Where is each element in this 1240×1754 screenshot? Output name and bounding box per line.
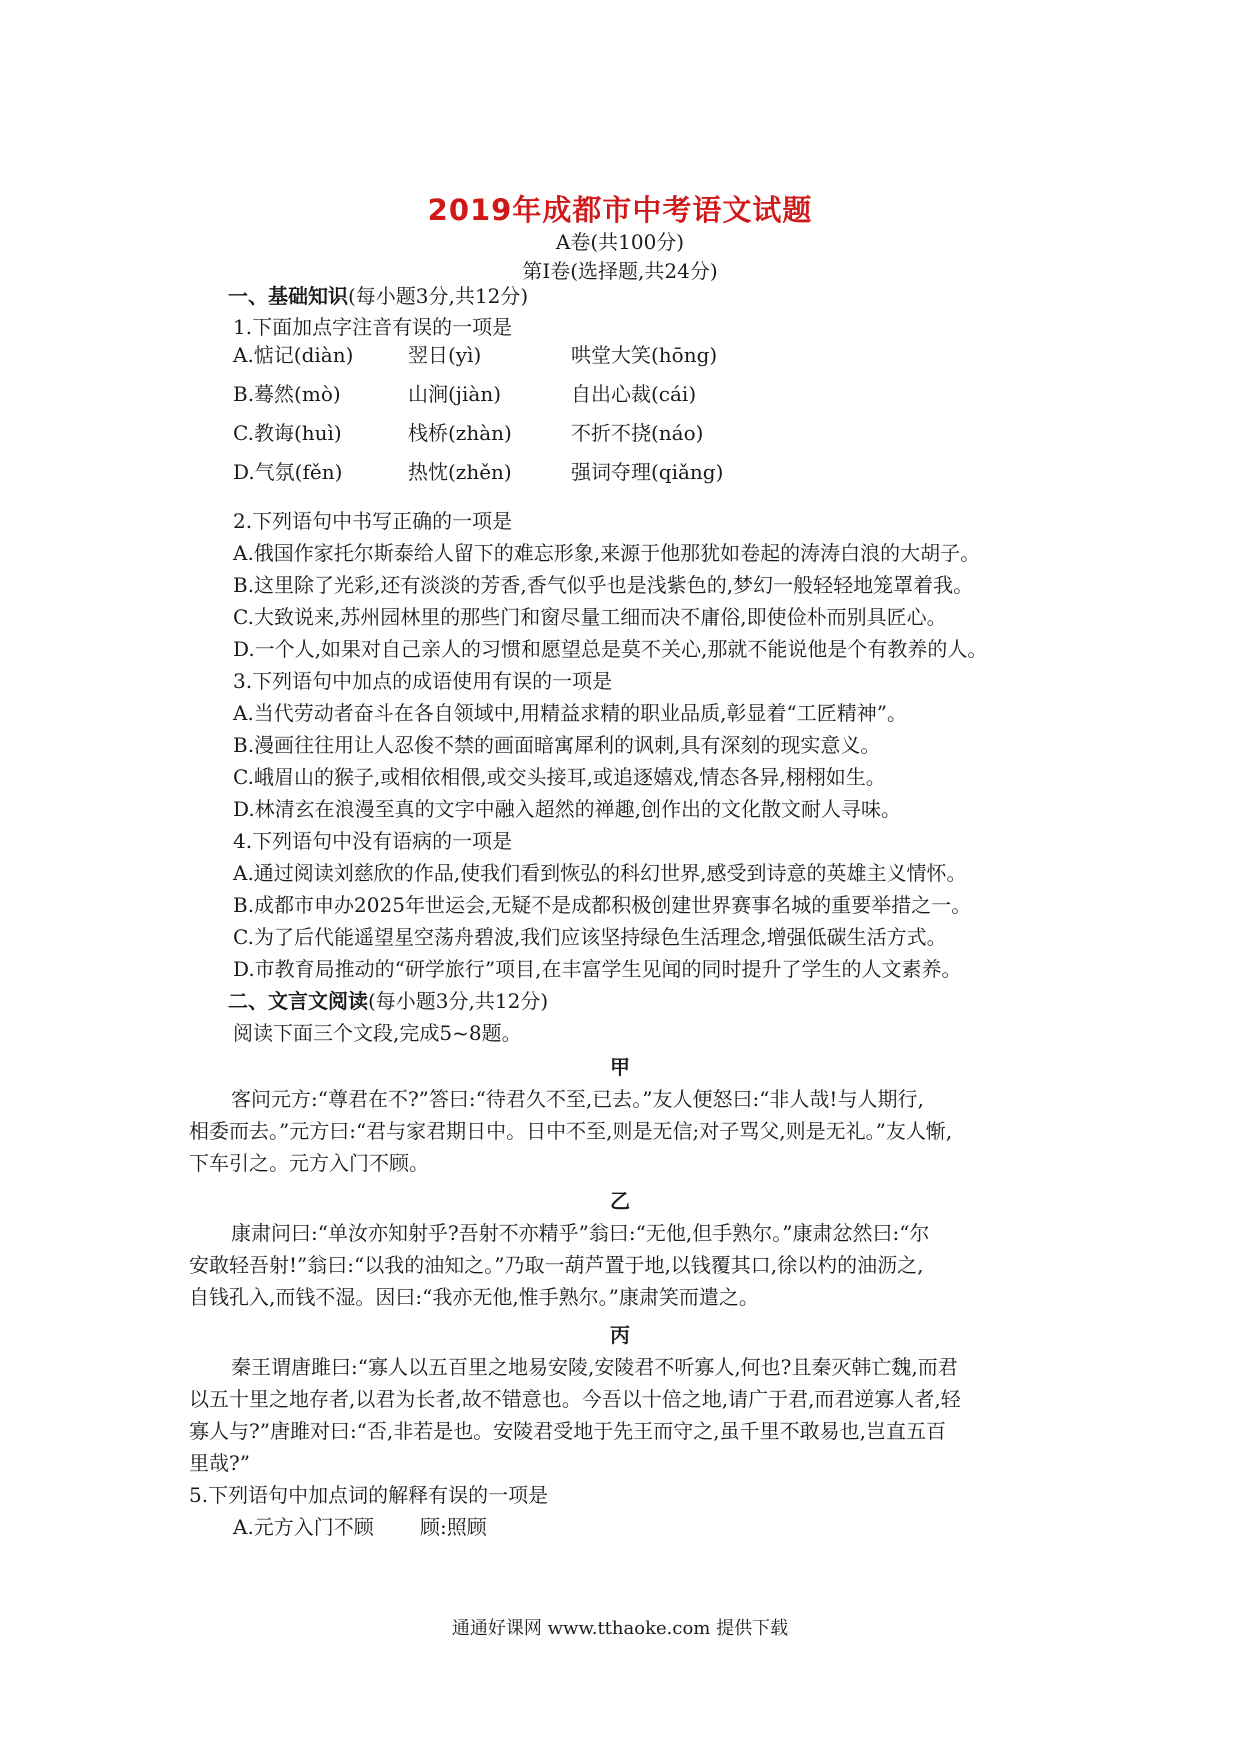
- q1-opt-a1: A.惦记(diàn): [233, 343, 354, 367]
- q4-option-c: C.为了后代能遥望星空荡舟碧波,我们应该坚持绿色生活理念,增强低碳生活方式。: [233, 925, 947, 949]
- passage-yi-line-3: 自钱孔入,而钱不湿。因曰:“我亦无他,惟手熟尔。”康肃笑而遣之。: [189, 1285, 759, 1309]
- exam-title: 2019年成都市中考语文试题: [427, 193, 813, 227]
- q4-option-a: A.通过阅读刘慈欣的作品,使我们看到恢弘的科幻世界,感受到诗意的英雄主义情怀。: [233, 861, 967, 885]
- q1-opt-b2: 山涧(jiàn): [408, 382, 502, 406]
- section-2-heading: [228, 987, 548, 1015]
- volume-a-heading: A卷(共100分): [555, 230, 685, 254]
- q2-option-c: C.大致说来,苏州园林里的那些门和窗尽量工细而决不庸俗,即使俭朴而别具匠心。: [233, 605, 947, 629]
- q2-option-b: B.这里除了光彩,还有淡淡的芳香,香气似乎也是浅紫色的,梦幻一般轻轻地笼罩着我。: [233, 573, 974, 597]
- section-1-note: (每小题3分,共12分): [348, 284, 529, 308]
- passage-jia-line-2: 相委而去。”元方曰:“君与家君期日中。日中不至,则是无信;对子骂父,则是无礼。”友人惭,: [189, 1119, 953, 1143]
- q1-opt-d3: 强词夺理(qiǎng): [571, 460, 724, 484]
- q4-stem: 4.下列语句中没有语病的一项是: [233, 829, 513, 853]
- passage-jia-label: 甲: [610, 1055, 630, 1079]
- passage-jia-line-1: 客问元方:“尊君在不?”答曰:“待君久不至,已去。”友人便怒曰:“非人哉!与人期行,: [231, 1087, 924, 1111]
- q1-opt-b3: 自出心裁(cái): [571, 382, 697, 406]
- q1-opt-c2: 栈桥(zhàn): [408, 421, 512, 445]
- q1-opt-d1: D.气氛(fěn): [233, 460, 343, 484]
- passage-bing-line-1: 秦王谓唐雎曰:“寡人以五百里之地易安陵,安陵君不听寡人,何也?且秦灭韩亡魏,而君: [231, 1355, 958, 1379]
- q5-option-a-gloss: 顾:照顾: [420, 1515, 487, 1539]
- q1-opt-a2: 翌日(yì): [408, 343, 482, 367]
- passage-yi-line-1: 康肃问曰:“单汝亦知射乎?吾射不亦精乎”翁曰:“无他,但手熟尔。”康肃忿然曰:“尔: [231, 1221, 930, 1245]
- passage-yi-label: 乙: [610, 1189, 630, 1213]
- q2-option-d: D.一个人,如果对自己亲人的习惯和愿望总是莫不关心,那就不能说他是个有教养的人。: [233, 637, 988, 661]
- q3-stem: 3.下列语句中加点的成语使用有误的一项是: [233, 669, 613, 693]
- q1-opt-c1: C.教诲(huì): [233, 421, 342, 445]
- q3-option-c: C.峨眉山的猴子,或相依相偎,或交头接耳,或追逐嬉戏,情态各异,栩栩如生。: [233, 765, 886, 789]
- q4-option-d: D.市教育局推动的“研学旅行”项目,在丰富学生见闻的同时提升了学生的人文素养。: [233, 957, 962, 981]
- passage-bing-line-3: 寡人与?”唐雎对曰:“否,非若是也。安陵君受地于先王而守之,虽千里不敢易也,岂直五百: [189, 1419, 946, 1443]
- passage-bing-label: 丙: [610, 1323, 630, 1347]
- volume-1-heading: 第Ⅰ卷(选择题,共24分): [522, 259, 718, 283]
- passage-jia-line-3: 下车引之。元方入门不顾。: [189, 1151, 429, 1175]
- section-2-note: (每小题3分,共12分): [368, 989, 549, 1013]
- q1-opt-b1: B.蓦然(mò): [233, 382, 341, 406]
- q1-opt-d2: 热忱(zhěn): [408, 460, 512, 484]
- q1-stem: 1.下面加点字注音有误的一项是: [233, 315, 513, 339]
- section-1-heading: [228, 282, 528, 310]
- q4-option-b: B.成都市申办2025年世运会,无疑不是成都积极创建世界赛事名城的重要举措之一。: [233, 893, 972, 917]
- section-1-title: 一、基础知识: [228, 284, 348, 308]
- q3-option-b: B.漫画往往用让人忍俊不禁的画面暗寓犀利的讽刺,具有深刻的现实意义。: [233, 733, 881, 757]
- section-2-title: 二、文言文阅读: [228, 989, 368, 1013]
- reading-intro: 阅读下面三个文段,完成5~8题。: [233, 1021, 522, 1045]
- q5-option-a-text: A.元方入门不顾: [233, 1515, 374, 1539]
- q2-stem: 2.下列语句中书写正确的一项是: [233, 509, 513, 533]
- passage-yi-line-2: 安敢轻吾射!”翁曰:“以我的油知之。”乃取一葫芦置于地,以钱覆其口,徐以杓的油沥之,: [189, 1253, 924, 1277]
- q1-opt-a3: 哄堂大笑(hōng): [571, 343, 718, 367]
- passage-bing-line-2: 以五十里之地存者,以君为长者,故不错意也。今吾以十倍之地,请广于君,而君逆寡人者,轻: [189, 1387, 961, 1411]
- passage-bing-line-4: 里哉?”: [189, 1451, 250, 1475]
- q3-option-d: D.林清玄在浪漫至真的文字中融入超然的禅趣,创作出的文化散文耐人寻味。: [233, 797, 902, 821]
- q1-opt-c3: 不折不挠(náo): [571, 421, 704, 445]
- q5-stem: 5.下列语句中加点词的解释有误的一项是: [189, 1483, 549, 1507]
- q3-option-a: A.当代劳动者奋斗在各自领域中,用精益求精的职业品质,彰显着“工匠精神”。: [233, 701, 907, 725]
- page-footer: 通通好课网 www.tthaoke.com 提供下载: [451, 1618, 789, 1639]
- q2-option-a: A.俄国作家托尔斯泰给人留下的难忘形象,来源于他那犹如卷起的涛涛白浪的大胡子。: [233, 541, 981, 565]
